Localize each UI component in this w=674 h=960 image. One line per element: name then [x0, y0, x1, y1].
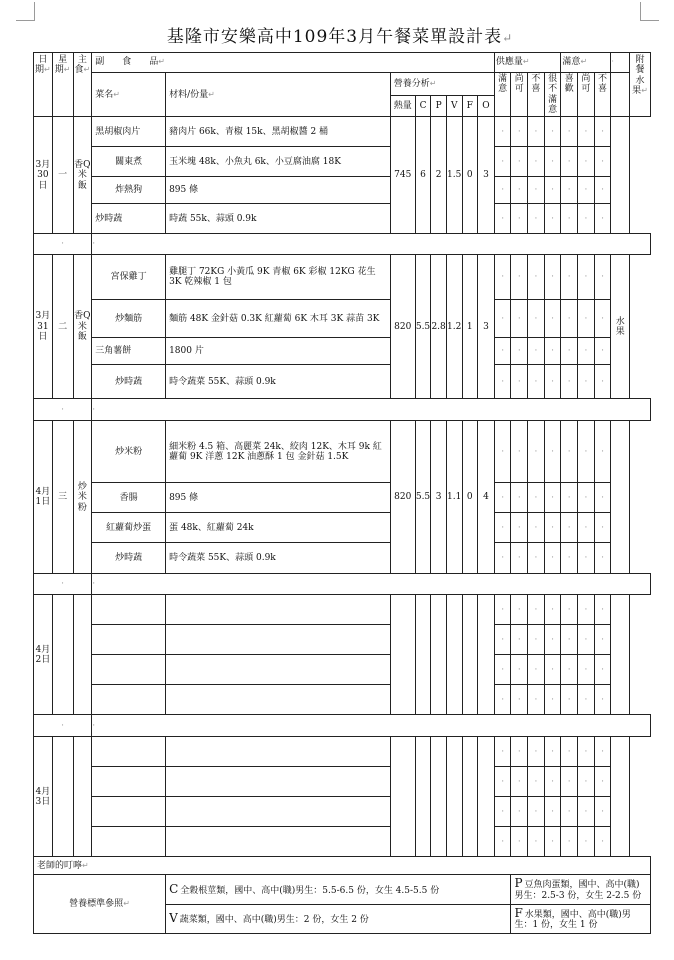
dish-ingredients: [166, 595, 391, 625]
c-value: [415, 595, 431, 715]
staple-cell: [73, 595, 92, 715]
dish-ingredients: 時令蔬菜 55K、蒜頭 0.9k: [166, 365, 391, 399]
crop-mark: [16, 2, 35, 21]
ingredients-header: 材料/份量↵: [166, 73, 391, 117]
calories-header: 熱量: [390, 95, 415, 117]
dish-ingredients: 蛋 48k、紅蘿蔔 24k: [166, 513, 391, 543]
o-value: 3: [478, 255, 495, 399]
dish-ingredients: [166, 737, 391, 767]
fruit-cell: [611, 421, 630, 574]
v-value: 1.1: [446, 421, 462, 574]
menu-table: [33, 52, 651, 934]
dish-name: 宮保雞丁: [92, 255, 166, 300]
standard-p: P 豆魚肉蛋類，國中、高中(職)男生：2.5-3 份，女生 2-2.5 份: [511, 875, 651, 904]
page-title: 基隆市安樂高中109年3月午餐菜單設計表↵: [166, 27, 514, 47]
calories-value: 745: [390, 117, 415, 234]
dish-ingredients: 豬肉片 66k、青椒 15k、黑胡椒醬 2 桶: [166, 117, 391, 147]
v-value: 1.5: [446, 117, 462, 234]
calories-value: [390, 737, 415, 857]
o-value: 3: [478, 117, 495, 234]
menu-row: · · · · · · ·: [34, 625, 651, 655]
dish-name: [92, 625, 166, 655]
p-header: P: [431, 95, 447, 117]
menu-row: 紅蘿蔔炒蛋 蛋 48k、紅蘿蔔 24k · · · · · · ·: [34, 513, 651, 543]
menu-row: 炒麵筋 麵筋 48K 金針菇 0.3K 紅蘿蔔 6K 木耳 3K 蒜苗 3K · · · · · · ·: [34, 300, 651, 338]
teacher-note: 老師的叮嚀↵: [34, 857, 651, 875]
fruit-cell: [611, 117, 630, 234]
o-value: [478, 737, 495, 857]
v-header: V: [446, 95, 462, 117]
dish-ingredients: [166, 767, 391, 797]
col-c-header: 不喜: [528, 73, 545, 117]
f-value: 0: [462, 421, 478, 574]
dish-ingredients: [166, 685, 391, 715]
fruit-cell: 水果: [611, 255, 630, 399]
col-f-header: 尚可: [578, 73, 595, 117]
menu-row: 三角薯餅 1800 片 · · · · · · ·: [34, 338, 651, 365]
col-b-header: 尚可: [511, 73, 528, 117]
spacer-row: · ·: [34, 234, 651, 255]
weekday-cell: [52, 737, 73, 857]
spacer-row: · ·: [34, 574, 651, 595]
f-value: [462, 737, 478, 857]
date-cell: 4月2日: [34, 595, 53, 715]
menu-row: 4月3日 · · · · · · ·: [34, 737, 651, 767]
dish-ingredients: 1800 片: [166, 338, 391, 365]
side-dish-header: 副 食 品↵: [92, 53, 495, 73]
dish-name: 炒時蔬: [92, 204, 166, 234]
standard-c: C 全穀根莖類，國中、高中(職)男生：5.5-6.5 份，女生 4.5-5.5 份: [166, 875, 511, 904]
staple-header: 主食↵: [73, 53, 92, 117]
date-cell: 3月31日: [34, 255, 53, 399]
dish-ingredients: [166, 655, 391, 685]
dish-name: [92, 767, 166, 797]
menu-row: · · · · · · ·: [34, 767, 651, 797]
c-value: 5.5: [415, 421, 431, 574]
staple-cell: 香Q米飯: [73, 255, 92, 399]
dish-name: [92, 655, 166, 685]
v-value: [446, 595, 462, 715]
c-value: [415, 737, 431, 857]
menu-row: 炒時蔬 時令蔬菜 55K、蒜頭 0.9k · · · · · · ·: [34, 365, 651, 399]
menu-row: 關東煮 玉米塊 48k、小魚丸 6k、小豆腐油腐 18K · · · · · · ·: [34, 147, 651, 177]
dish-name: [92, 737, 166, 767]
dish-name: 關東煮: [92, 147, 166, 177]
dish-name: 炒麵筋: [92, 300, 166, 338]
o-value: 4: [478, 421, 495, 574]
weekday-header: 星期↵: [52, 53, 73, 117]
col-a-header: 滿意: [494, 73, 511, 117]
p-value: [431, 595, 447, 715]
weekday-cell: 二: [52, 255, 73, 399]
c-value: 5.5: [415, 255, 431, 399]
f-value: 0: [462, 117, 478, 234]
menu-row: 炒時蔬 時蔬 55k、蒜頭 0.9k · · · · · · ·: [34, 204, 651, 234]
dish-name: 炒時蔬: [92, 543, 166, 574]
dish-name: 香腸: [92, 483, 166, 513]
menu-row: 4月2日 · · · · · · ·: [34, 595, 651, 625]
date-cell: 3月30日: [34, 117, 53, 234]
menu-row: 3月31日 二 香Q米飯 宮保雞丁 雞腿丁 72KG 小黃瓜 9K 青椒 6K 彩椒 12KG 花生 3K 乾辣椒 1 包 820 5.5 2.8 1.2 1 3 · · · · · · · 水果: [34, 255, 651, 300]
footer-row: [34, 875, 651, 904]
f-header: F: [462, 95, 478, 117]
nutrition-standard-label: 營養標準參照↵: [34, 875, 166, 933]
menu-row: 炸熱狗 895 條 · · · · · · ·: [34, 177, 651, 204]
weekday-cell: [52, 595, 73, 715]
dish-name: 炒米粉: [92, 421, 166, 483]
col-e-header: 喜歡: [561, 73, 578, 117]
f-value: 1: [462, 255, 478, 399]
dish-ingredients: 時蔬 55k、蒜頭 0.9k: [166, 204, 391, 234]
spacer-row: · ·: [34, 715, 651, 737]
calories-value: 820: [390, 255, 415, 399]
dish-name-header: 菜名↵: [92, 73, 166, 117]
dish-name: 紅蘿蔔炒蛋: [92, 513, 166, 543]
c-value: 6: [415, 117, 431, 234]
dish-ingredients: 895 條: [166, 483, 391, 513]
staple-cell: 炒米粉: [73, 421, 92, 574]
standard-v: V 蔬菜類，國中、高中(職)男生：2 份，女生 2 份: [166, 904, 511, 933]
dish-name: [92, 685, 166, 715]
header-row: [34, 73, 651, 96]
p-value: 2: [431, 117, 447, 234]
weekday-cell: 三: [52, 421, 73, 574]
menu-row: 炒時蔬 時令蔬菜 55K、蒜頭 0.9k · · · · · · ·: [34, 543, 651, 574]
menu-row: 香腸 895 條 · · · · · · ·: [34, 483, 651, 513]
menu-row: · · · · · · ·: [34, 685, 651, 715]
dish-name: [92, 827, 166, 857]
c-header: C: [415, 95, 431, 117]
date-cell: 4月1日: [34, 421, 53, 574]
fruit-cell: [611, 595, 630, 715]
standard-f: F 水果類，國中、高中(職)男生：1 份，女生 1 份: [511, 904, 651, 933]
col-d-header: 很不滿意: [544, 73, 561, 117]
menu-row: 3月30日 一 香Q米飯 黑胡椒肉片 豬肉片 66k、青椒 15k、黑胡椒醬 2 桶 745 6 2 1.5 0 3 · · · · · · ·: [34, 117, 651, 147]
p-value: 3: [431, 421, 447, 574]
crop-mark: [640, 2, 659, 21]
dish-ingredients: [166, 827, 391, 857]
o-value: [478, 595, 495, 715]
fruit-cell: [611, 737, 630, 857]
staple-cell: 香Q米飯: [73, 117, 92, 234]
dish-name: 炸熱狗: [92, 177, 166, 204]
dish-ingredients: [166, 625, 391, 655]
date-cell: 4月3日: [34, 737, 53, 857]
dish-name: 黑胡椒肉片: [92, 117, 166, 147]
menu-row: · · · · · · ·: [34, 797, 651, 827]
p-value: 2.8: [431, 255, 447, 399]
dish-name: 炒時蔬: [92, 365, 166, 399]
dish-ingredients: 895 條: [166, 177, 391, 204]
dish-ingredients: 麵筋 48K 金針菇 0.3K 紅蘿蔔 6K 木耳 3K 蒜苗 3K: [166, 300, 391, 338]
dish-name: [92, 797, 166, 827]
staple-cell: [73, 737, 92, 857]
dish-ingredients: 時令蔬菜 55K、蒜頭 0.9k: [166, 543, 391, 574]
header-row: [34, 53, 651, 73]
dish-name: 三角薯餅: [92, 338, 166, 365]
feedback-header: 供應量↵: [494, 53, 561, 73]
calories-value: [390, 595, 415, 715]
remarks-header: 附餐水果↵: [630, 53, 651, 117]
nutrition-header: 營養分析↵: [390, 73, 494, 96]
v-value: 1.2: [446, 255, 462, 399]
dish-ingredients: 玉米塊 48k、小魚丸 6k、小豆腐油腐 18K: [166, 147, 391, 177]
spacer-row: · ·: [34, 399, 651, 421]
header-blank: ·: [611, 53, 630, 73]
p-value: [431, 737, 447, 857]
o-header: O: [478, 95, 495, 117]
calories-value: 820: [390, 421, 415, 574]
dish-ingredients: 細米粉 4.5 箱、高麗菜 24k、絞肉 12K、木耳 9k 紅蘿蔔 9K 洋蔥 12K 油蔥酥 1 包 金針菇 1.5K: [166, 421, 391, 483]
menu-row: 4月1日 三 炒米粉 炒米粉 細米粉 4.5 箱、高麗菜 24k、絞肉 12K、木耳 9k 紅蘿蔔 9K 洋蔥 12K 油蔥酥 1 包 金針菇 1.5K 820 5.5 3 1.1 0 4 · · · · · · ·: [34, 421, 651, 483]
weekday-cell: 一: [52, 117, 73, 234]
dish-name: [92, 595, 166, 625]
date-header: 日期↵: [34, 53, 53, 117]
dish-ingredients: [166, 797, 391, 827]
ratings-header: 滿意↵: [561, 53, 611, 73]
dish-ingredients: 雞腿丁 72KG 小黃瓜 9K 青椒 6K 彩椒 12KG 花生 3K 乾辣椒 1 包: [166, 255, 391, 300]
v-value: [446, 737, 462, 857]
footer-row: [34, 857, 651, 875]
menu-row: · · · · · · ·: [34, 827, 651, 857]
menu-row: · · · · · · ·: [34, 655, 651, 685]
col-g-header: 不喜: [594, 73, 611, 117]
f-value: [462, 595, 478, 715]
